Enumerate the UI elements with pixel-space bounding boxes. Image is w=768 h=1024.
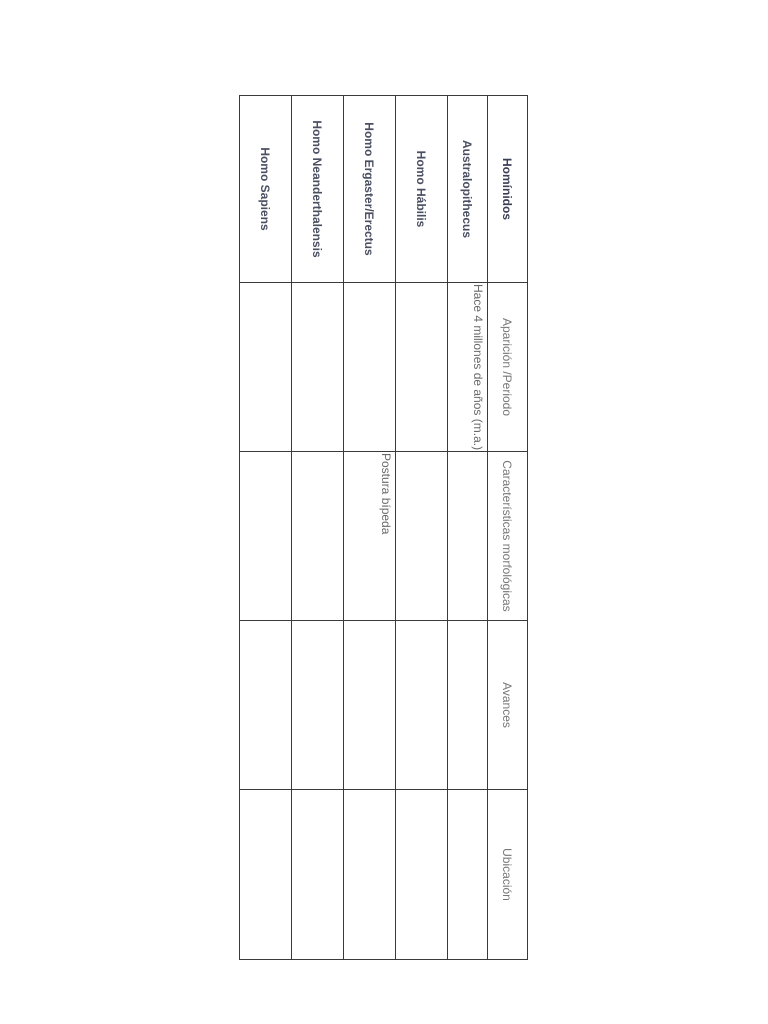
table-row [292,96,344,960]
cell-ubicacion[interactable] [240,790,292,960]
cell-avances[interactable] [292,621,344,790]
table-row [396,96,448,960]
cell-avances[interactable] [344,621,396,790]
cell-caracteristicas[interactable] [240,452,292,621]
table-header-row [488,96,528,960]
hominids-table [239,95,528,960]
cell-aparicion[interactable] [396,283,448,452]
row-name: Homo Neanderthalensis [292,96,344,283]
row-name: Homo Ergaster/Erectus [344,96,396,283]
cell-ubicacion[interactable] [344,790,396,960]
cell-caracteristicas[interactable] [396,452,448,621]
table-row [344,96,396,960]
cell-aparicion[interactable] [344,283,396,452]
cell-avances[interactable] [396,621,448,790]
cell-caracteristicas[interactable]: Postura bípeda [344,452,396,621]
cell-caracteristicas[interactable] [292,452,344,621]
row-name: Homo Hábilis [396,96,448,283]
rotated-table-container [240,95,528,959]
table-row [448,96,488,960]
cell-aparicion[interactable] [240,283,292,452]
cell-aparicion[interactable] [292,283,344,452]
cell-caracteristicas[interactable] [448,452,488,621]
header-ubicacion: Ubicación [488,790,528,960]
header-caracteristicas: Características morfológicas [488,452,528,621]
cell-avances[interactable] [240,621,292,790]
header-avances: Avances [488,621,528,790]
cell-ubicacion[interactable] [448,790,488,960]
header-hominidos: Homínidos [488,96,528,283]
table-row [240,96,292,960]
header-aparicion-periodo: Aparición /Periodo [488,283,528,452]
cell-ubicacion[interactable] [396,790,448,960]
row-name: Homo Sapiens [240,96,292,283]
cell-ubicacion[interactable] [292,790,344,960]
row-name: Australopithecus [448,96,488,283]
cell-aparicion[interactable]: Hace 4 millones de años (m.a.) [448,283,488,452]
cell-avances[interactable] [448,621,488,790]
